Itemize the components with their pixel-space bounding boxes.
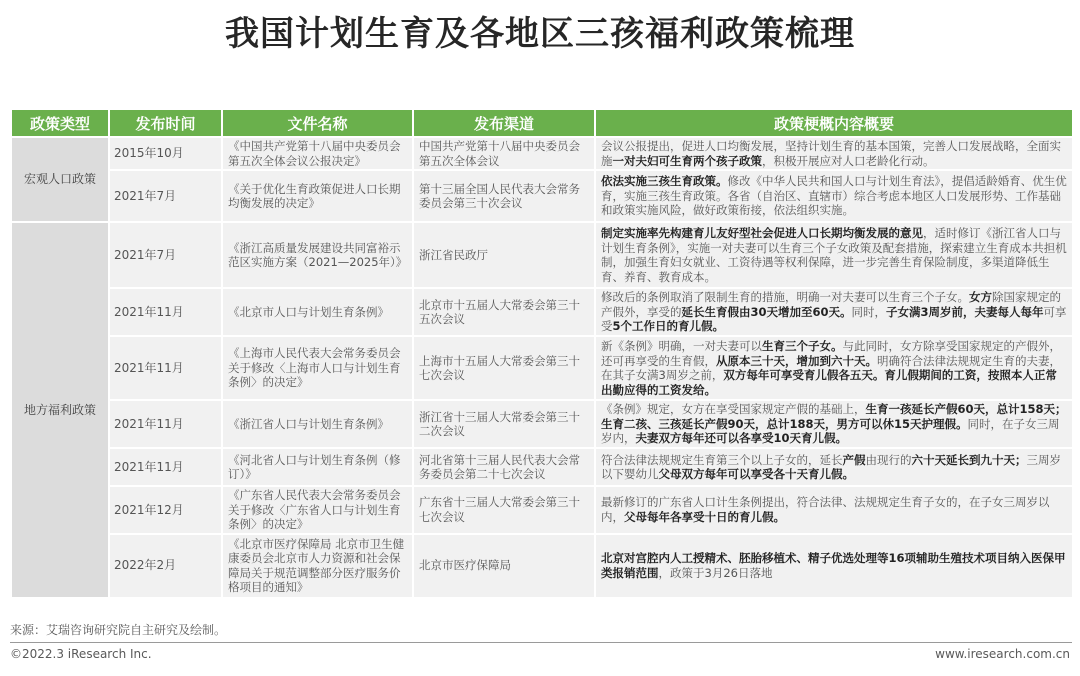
summary-text: 符合法律法规规定生育第三个以上子女的，延长: [601, 452, 843, 467]
table-row: [12, 289, 1072, 335]
date-cell: 2022年2月: [110, 535, 221, 597]
header-document-name: 文件名称: [223, 110, 412, 136]
summary-text: 修改后的条例取消了限制生育的措施，明确一对夫妻可以生育三个子女。: [601, 290, 969, 305]
date-cell: 2021年7月: [110, 171, 221, 221]
header-publish-date: 发布时间: [110, 110, 221, 136]
source-note: 来源：艾瑞咨询研究院自主研究及绘制。: [10, 623, 227, 637]
summary-emphasis: 六十天延长到九十天；: [911, 452, 1027, 467]
channel-cell: 第十三届全国人民代表大会常务委员会第三十次会议: [414, 171, 594, 221]
table-row: [12, 487, 1072, 533]
summary-emphasis: 父母双方每年可以享受各十天育儿假。: [658, 467, 854, 481]
summary-emphasis: 依法实施三孩生育政策。: [601, 174, 728, 189]
table-header-row: [12, 110, 1072, 136]
summary-emphasis: 一对夫妇可生育两个孩子政策: [612, 153, 762, 168]
footer-divider: [10, 642, 1072, 643]
summary-text: 三周岁以下婴幼儿: [601, 452, 1061, 481]
document-cell: 《北京市人口与计划生育条例》: [223, 289, 412, 335]
table-row: [12, 535, 1072, 597]
summary-cell: [596, 289, 1072, 335]
policy-table: [10, 108, 1074, 599]
summary-text: 可享受: [601, 304, 1067, 334]
website-link[interactable]: www.iresearch.com.cn: [935, 647, 1070, 661]
document-cell: 《上海市人民代表大会常务委员会关于修改〈上海市人口与计划生育条例〉的决定》: [223, 337, 412, 399]
document-cell: 《浙江高质量发展建设共同富裕示范区实施方案（2021—2025年）》: [223, 223, 412, 287]
document-cell: 《关于优化生育政策促进人口长期均衡发展的决定》: [223, 171, 412, 221]
table-row: [12, 449, 1072, 485]
summary-emphasis: 女方: [969, 290, 992, 305]
summary-emphasis: 北京对宫腔内人工授精术、胚胎移植术、精子优选处理等16项辅助生殖技术项目纳入医保甲类报销范围: [601, 551, 1066, 580]
summary-text: ，政策于3月26日落地: [658, 565, 773, 580]
table-row: [12, 138, 1072, 169]
channel-cell: 中国共产党第十八届中央委员会第五次全体会议: [414, 138, 594, 169]
document-cell: 《中国共产党第十八届中央委员会第五次全体会议公报决定》: [223, 138, 412, 169]
summary-emphasis: 夫妻双方每年还可以各享受10天育儿假。: [635, 431, 848, 446]
channel-cell: 浙江省民政厅: [414, 223, 594, 287]
summary-text: ，积极开展应对人口老龄化行动。: [762, 153, 935, 168]
date-cell: 2015年10月: [110, 138, 221, 169]
summary-text: ，适时修订《浙江省人口与计划生育条例》，实施一对夫妻可以生育三个子女政策及配套措施，探索建立生育成本共担机制，加强生育妇女就业、工资待遇等权利保障，进一步完善生育保险制度，多渠道降低生育、养育、教育成本。: [601, 226, 1067, 284]
date-cell: 2021年11月: [110, 337, 221, 399]
summary-emphasis: 生育三个子女。: [762, 339, 843, 353]
header-policy-type: 政策类型: [12, 110, 108, 136]
channel-cell: 北京市医疗保障局: [414, 535, 594, 597]
summary-text: 与此同时，女方除享受国家规定的产假外，还可再享受的生育假，: [601, 339, 1061, 368]
summary-cell: [596, 401, 1072, 447]
summary-emphasis: 父母每年各享受十日的育儿假。: [624, 509, 785, 524]
summary-cell: [596, 223, 1072, 287]
summary-cell: [596, 138, 1072, 169]
table-row: [12, 171, 1072, 221]
date-cell: 2021年11月: [110, 449, 221, 485]
summary-emphasis: 5个工作日的育儿假。: [612, 319, 725, 334]
summary-emphasis: 生育一孩延长产假60天，总计158天；生育二孩、三孩延长产假90天，总计188天，男方可以休15天护理假。: [601, 402, 1067, 431]
summary-cell: [596, 449, 1072, 485]
date-cell: 2021年12月: [110, 487, 221, 533]
table-row: [12, 337, 1072, 399]
channel-cell: 北京市十五届人大常委会第三十五次会议: [414, 289, 594, 335]
summary-cell: [596, 337, 1072, 399]
table-row: [12, 223, 1072, 287]
channel-cell: 广东省十三届人大常委会第三十七次会议: [414, 487, 594, 533]
summary-cell: [596, 535, 1072, 597]
summary-text: 新《条例》明确，一对夫妻可以: [601, 339, 762, 353]
summary-emphasis: 子女满3周岁前，夫妻每人每年: [886, 304, 1044, 319]
date-cell: 2021年11月: [110, 401, 221, 447]
date-cell: 2021年11月: [110, 289, 221, 335]
table-row: [12, 401, 1072, 447]
summary-text: 除国家规定的产假外，享受的: [601, 290, 1061, 319]
summary-text: 由现行的: [865, 452, 912, 467]
copyright-text: ©2022.3 iResearch Inc.: [10, 647, 152, 661]
summary-text: 修改《中华人民共和国人口与计划生育法》，提倡适龄婚育、优生优育，实施三孩生育政策。各省（自治区、直辖市）综合考虑本地区人口发展形势、工作基础和政策实施风险，做好政策衔接，依法组织实施。: [601, 174, 1067, 218]
channel-cell: 上海市十五届人大常委会第三十七次会议: [414, 337, 594, 399]
header-policy-summary: 政策梗概内容概要: [596, 110, 1072, 136]
summary-emphasis: 制定实施率先构建育儿友好型社会促进人口长期均衡发展的意见: [601, 226, 923, 240]
document-cell: 《北京市医疗保障局 北京市卫生健康委员会北京市人力资源和社会保障局关于规范调整部分医疗服务价格项目的通知》: [223, 535, 412, 597]
document-cell: 《浙江省人口与计划生育条例》: [223, 401, 412, 447]
summary-text: 《条例》规定，女方在享受国家规定产假的基础上，: [601, 402, 866, 417]
summary-emphasis: 延长生育假由30天增加至60天。: [681, 304, 852, 319]
header-publish-channel: 发布渠道: [414, 110, 594, 136]
summary-text: 同时，在子女三周岁内，: [601, 416, 1060, 446]
channel-cell: 河北省第十三届人民代表大会常务委员会第二十七次会议: [414, 449, 594, 485]
policy-type-cell: 地方福利政策: [12, 223, 108, 597]
summary-text: 会议公报提出，促进人口均衡发展，坚持计划生育的基本国策，完善人口发展战略，全面实施: [601, 139, 1061, 168]
date-cell: 2021年7月: [110, 223, 221, 287]
summary-text: 明确符合法律法规规定生育的夫妻，在其子女满3周岁之前，: [601, 353, 1061, 382]
channel-cell: 浙江省十三届人大常委会第三十二次会议: [414, 401, 594, 447]
page-title: 我国计划生育及各地区三孩福利政策梳理: [225, 14, 855, 54]
summary-emphasis: 双方每年可享受育儿假各五天。育儿假期间的工资，按照本人正常出勤应得的工资发给。: [601, 368, 1057, 397]
summary-text: 最新修订的广东省人口计生条例提出，符合法律、法规规定生育子女的，在子女三周岁以内，: [601, 495, 1050, 524]
summary-cell: [596, 487, 1072, 533]
summary-emphasis: 从原本三十天，增加到六十天。: [716, 353, 877, 368]
summary-emphasis: 产假: [842, 452, 866, 467]
document-cell: 《广东省人民代表大会常务委员会关于修改〈广东省人口与计划生育条例〉的决定》: [223, 487, 412, 533]
document-cell: 《河北省人口与计划生育条例（修订）》: [223, 449, 412, 485]
summary-text: 同时，: [851, 304, 887, 319]
policy-type-cell: 宏观人口政策: [12, 138, 108, 221]
summary-cell: [596, 171, 1072, 221]
